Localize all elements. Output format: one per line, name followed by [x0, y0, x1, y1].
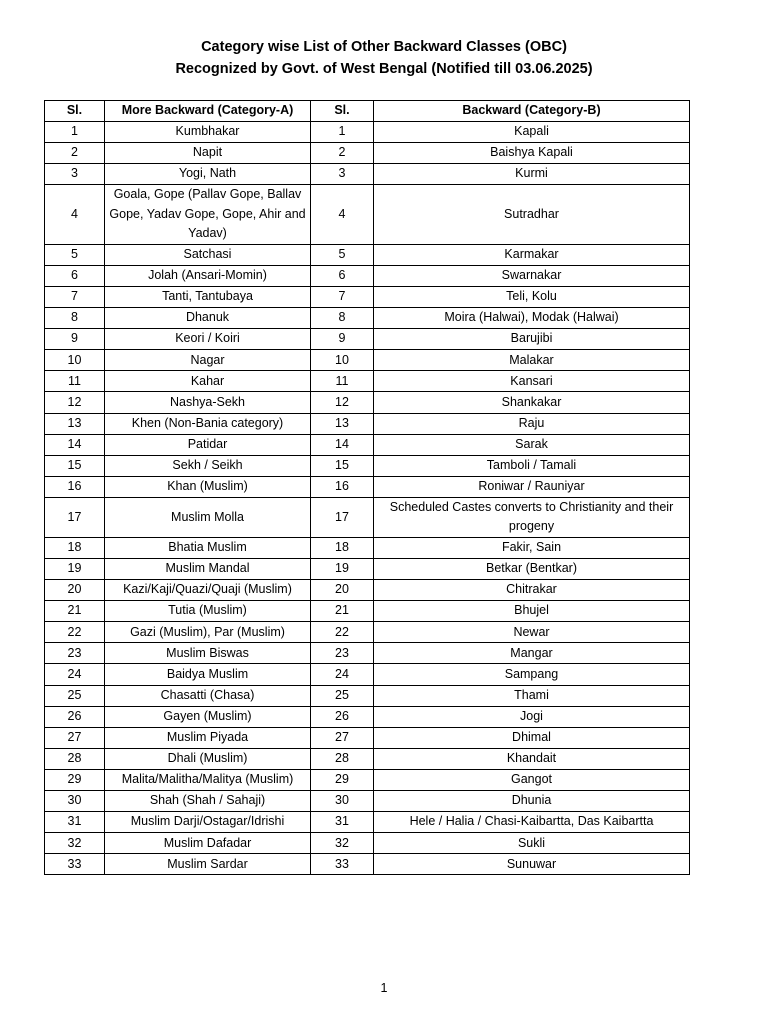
table-row — [45, 143, 690, 164]
cell-category-b: Scheduled Castes converts to Christianity and their progeny — [374, 497, 690, 537]
cell-sl-a: 15 — [45, 455, 105, 476]
header-category-b: Backward (Category-B) — [374, 101, 690, 122]
cell-sl-b: 30 — [311, 791, 374, 812]
cell-sl-b: 24 — [311, 664, 374, 685]
cell-category-a: Muslim Darji/Ostagar/Idrishi — [105, 812, 311, 833]
cell-sl-b: 23 — [311, 643, 374, 664]
table-row — [45, 185, 690, 245]
cell-sl-b: 2 — [311, 143, 374, 164]
cell-sl-a: 6 — [45, 265, 105, 286]
title-line-2: Recognized by Govt. of West Bengal (Notified till 03.06.2025) — [175, 61, 593, 77]
cell-sl-a: 12 — [45, 392, 105, 413]
table-row — [45, 833, 690, 854]
document-title — [0, 36, 768, 80]
table-row — [45, 727, 690, 748]
cell-category-b: Roniwar / Rauniyar — [374, 476, 690, 497]
cell-sl-a: 18 — [45, 537, 105, 558]
cell-sl-a: 19 — [45, 559, 105, 580]
table-body — [45, 122, 690, 875]
cell-sl-b: 6 — [311, 265, 374, 286]
cell-sl-a: 25 — [45, 685, 105, 706]
cell-category-a: Goala, Gope (Pallav Gope, Ballav Gope, Yadav Gope, Gope, Ahir and Yadav) — [105, 185, 311, 245]
table-row — [45, 537, 690, 558]
title-line-1: Category wise List of Other Backward Classes (OBC) — [201, 39, 567, 55]
cell-sl-b: 19 — [311, 559, 374, 580]
page-number: 1 — [380, 981, 388, 995]
cell-sl-b: 14 — [311, 434, 374, 455]
cell-category-b: Malakar — [374, 350, 690, 371]
cell-category-a: Khen (Non-Bania category) — [105, 413, 311, 434]
table-row — [45, 434, 690, 455]
cell-sl-a: 8 — [45, 308, 105, 329]
table-row — [45, 664, 690, 685]
cell-sl-b: 4 — [311, 185, 374, 245]
cell-category-a: Muslim Mandal — [105, 559, 311, 580]
cell-sl-b: 3 — [311, 164, 374, 185]
cell-sl-a: 1 — [45, 122, 105, 143]
cell-category-b: Kansari — [374, 371, 690, 392]
table-row — [45, 455, 690, 476]
cell-sl-a: 17 — [45, 497, 105, 537]
table-row — [45, 601, 690, 622]
cell-sl-b: 25 — [311, 685, 374, 706]
cell-category-b: Sunuwar — [374, 854, 690, 875]
cell-sl-b: 20 — [311, 580, 374, 601]
cell-sl-b: 28 — [311, 748, 374, 769]
cell-category-a: Tanti, Tantubaya — [105, 286, 311, 307]
table-row — [45, 748, 690, 769]
cell-category-a: Patidar — [105, 434, 311, 455]
cell-sl-a: 14 — [45, 434, 105, 455]
cell-sl-a: 2 — [45, 143, 105, 164]
cell-sl-a: 22 — [45, 622, 105, 643]
cell-category-b: Shankakar — [374, 392, 690, 413]
header-sl-a: Sl. — [45, 101, 105, 122]
cell-category-a: Baidya Muslim — [105, 664, 311, 685]
cell-sl-a: 9 — [45, 329, 105, 350]
cell-sl-b: 21 — [311, 601, 374, 622]
cell-sl-b: 7 — [311, 286, 374, 307]
cell-category-b: Sampang — [374, 664, 690, 685]
cell-sl-b: 29 — [311, 769, 374, 790]
cell-category-a: Jolah (Ansari-Momin) — [105, 265, 311, 286]
cell-sl-a: 20 — [45, 580, 105, 601]
cell-sl-a: 4 — [45, 185, 105, 245]
table-row — [45, 812, 690, 833]
cell-sl-a: 3 — [45, 164, 105, 185]
cell-category-b: Barujibi — [374, 329, 690, 350]
cell-category-b: Sutradhar — [374, 185, 690, 245]
cell-sl-b: 22 — [311, 622, 374, 643]
cell-category-b: Sarak — [374, 434, 690, 455]
header-category-a: More Backward (Category-A) — [105, 101, 311, 122]
table-row — [45, 392, 690, 413]
cell-category-b: Mangar — [374, 643, 690, 664]
cell-category-a: Satchasi — [105, 244, 311, 265]
cell-category-a: Bhatia Muslim — [105, 537, 311, 558]
cell-sl-a: 24 — [45, 664, 105, 685]
cell-sl-a: 23 — [45, 643, 105, 664]
cell-category-b: Dhimal — [374, 727, 690, 748]
cell-category-b: Jogi — [374, 706, 690, 727]
table-row — [45, 706, 690, 727]
cell-sl-a: 13 — [45, 413, 105, 434]
cell-category-b: Moira (Halwai), Modak (Halwai) — [374, 308, 690, 329]
cell-sl-b: 32 — [311, 833, 374, 854]
cell-sl-a: 28 — [45, 748, 105, 769]
table-row — [45, 580, 690, 601]
table-row — [45, 476, 690, 497]
cell-sl-a: 29 — [45, 769, 105, 790]
cell-sl-a: 5 — [45, 244, 105, 265]
cell-sl-a: 32 — [45, 833, 105, 854]
cell-sl-b: 13 — [311, 413, 374, 434]
cell-sl-a: 7 — [45, 286, 105, 307]
cell-sl-b: 18 — [311, 537, 374, 558]
table-row — [45, 791, 690, 812]
cell-category-b: Dhunia — [374, 791, 690, 812]
cell-category-b: Fakir, Sain — [374, 537, 690, 558]
cell-category-a: Yogi, Nath — [105, 164, 311, 185]
table-row — [45, 265, 690, 286]
cell-category-a: Dhali (Muslim) — [105, 748, 311, 769]
cell-sl-b: 12 — [311, 392, 374, 413]
table-row — [45, 769, 690, 790]
table-row — [45, 622, 690, 643]
cell-sl-b: 1 — [311, 122, 374, 143]
cell-sl-b: 10 — [311, 350, 374, 371]
cell-category-a: Muslim Dafadar — [105, 833, 311, 854]
cell-category-b: Thami — [374, 685, 690, 706]
cell-category-b: Sukli — [374, 833, 690, 854]
cell-category-a: Keori / Koiri — [105, 329, 311, 350]
cell-sl-a: 30 — [45, 791, 105, 812]
cell-category-a: Sekh / Seikh — [105, 455, 311, 476]
cell-category-a: Muslim Sardar — [105, 854, 311, 875]
cell-sl-b: 16 — [311, 476, 374, 497]
cell-category-a: Tutia (Muslim) — [105, 601, 311, 622]
cell-sl-b: 9 — [311, 329, 374, 350]
cell-sl-a: 27 — [45, 727, 105, 748]
cell-sl-b: 11 — [311, 371, 374, 392]
cell-category-a: Kahar — [105, 371, 311, 392]
cell-sl-a: 21 — [45, 601, 105, 622]
cell-category-a: Malita/Malitha/Malitya (Muslim) — [105, 769, 311, 790]
table-row — [45, 413, 690, 434]
cell-category-a: Kumbhakar — [105, 122, 311, 143]
cell-category-a: Gazi (Muslim), Par (Muslim) — [105, 622, 311, 643]
cell-category-a: Muslim Molla — [105, 497, 311, 537]
cell-category-b: Khandait — [374, 748, 690, 769]
cell-category-b: Karmakar — [374, 244, 690, 265]
header-sl-b: Sl. — [311, 101, 374, 122]
table-row — [45, 643, 690, 664]
table-row — [45, 685, 690, 706]
cell-category-b: Newar — [374, 622, 690, 643]
table-row — [45, 286, 690, 307]
table-row — [45, 122, 690, 143]
cell-category-b: Chitrakar — [374, 580, 690, 601]
table-row — [45, 308, 690, 329]
cell-sl-b: 17 — [311, 497, 374, 537]
table-row — [45, 854, 690, 875]
cell-sl-a: 31 — [45, 812, 105, 833]
cell-category-a: Chasatti (Chasa) — [105, 685, 311, 706]
table-row — [45, 350, 690, 371]
cell-category-b: Raju — [374, 413, 690, 434]
cell-sl-b: 31 — [311, 812, 374, 833]
table-row — [45, 497, 690, 537]
table-row — [45, 329, 690, 350]
table-row — [45, 559, 690, 580]
cell-sl-b: 26 — [311, 706, 374, 727]
cell-category-b: Teli, Kolu — [374, 286, 690, 307]
cell-sl-a: 11 — [45, 371, 105, 392]
cell-sl-a: 26 — [45, 706, 105, 727]
cell-category-a: Muslim Piyada — [105, 727, 311, 748]
cell-sl-a: 10 — [45, 350, 105, 371]
cell-category-b: Swarnakar — [374, 265, 690, 286]
cell-category-a: Nashya-Sekh — [105, 392, 311, 413]
cell-category-b: Gangot — [374, 769, 690, 790]
cell-category-a: Khan (Muslim) — [105, 476, 311, 497]
cell-category-a: Nagar — [105, 350, 311, 371]
table-row — [45, 244, 690, 265]
cell-category-a: Napit — [105, 143, 311, 164]
table-row — [45, 164, 690, 185]
cell-category-b: Hele / Halia / Chasi-Kaibartta, Das Kaibartta — [374, 812, 690, 833]
cell-sl-b: 27 — [311, 727, 374, 748]
cell-category-a: Muslim Biswas — [105, 643, 311, 664]
cell-sl-a: 16 — [45, 476, 105, 497]
cell-category-a: Shah (Shah / Sahaji) — [105, 791, 311, 812]
cell-category-b: Betkar (Bentkar) — [374, 559, 690, 580]
cell-category-b: Kapali — [374, 122, 690, 143]
cell-category-a: Kazi/Kaji/Quazi/Quaji (Muslim) — [105, 580, 311, 601]
cell-category-b: Tamboli / Tamali — [374, 455, 690, 476]
cell-category-a: Dhanuk — [105, 308, 311, 329]
obc-table — [44, 100, 690, 875]
cell-sl-b: 15 — [311, 455, 374, 476]
cell-category-b: Kurmi — [374, 164, 690, 185]
cell-sl-b: 5 — [311, 244, 374, 265]
cell-sl-b: 33 — [311, 854, 374, 875]
cell-sl-a: 33 — [45, 854, 105, 875]
table-header-row — [45, 101, 690, 122]
cell-category-b: Baishya Kapali — [374, 143, 690, 164]
table-row — [45, 371, 690, 392]
cell-category-a: Gayen (Muslim) — [105, 706, 311, 727]
cell-sl-b: 8 — [311, 308, 374, 329]
cell-category-b: Bhujel — [374, 601, 690, 622]
